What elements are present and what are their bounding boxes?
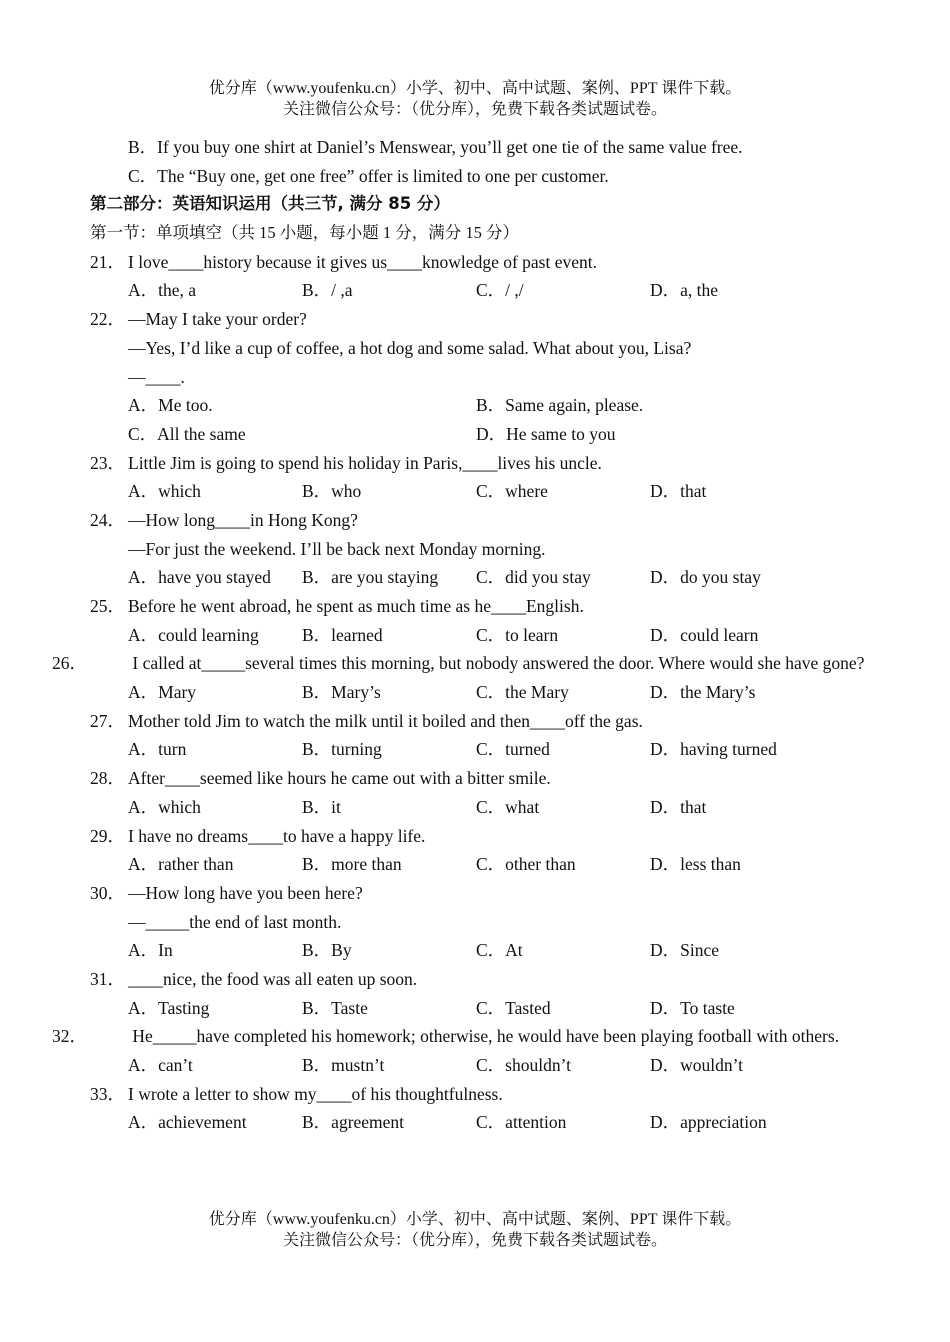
question-32 — [52, 1022, 865, 1051]
question-number: 21． — [90, 251, 125, 272]
question-29 — [90, 822, 865, 851]
option-a: A．which — [128, 481, 201, 502]
dialogue-line: —_____the end of last month. — [128, 911, 342, 932]
header-line-2: 关注微信公众号：（优分库），免费下载各类试题试卷。 — [282, 101, 667, 118]
section-2-title: 第二部分：英语知识运用（共三节, 满分 85 分） — [90, 194, 450, 214]
option-a: A．Mary — [128, 682, 197, 703]
option-a: A．have you stayed — [128, 567, 271, 588]
option-d: D．that — [650, 796, 707, 817]
question-stem: Before he went abroad, he spent as much time as he____English. — [128, 596, 584, 616]
question-29-options — [90, 850, 865, 879]
header-line-1: 优分库（www.youfenku.cn）小学、初中、高中试题、案例、PPT 课件下载。 — [208, 80, 742, 97]
question-25-options — [90, 621, 865, 650]
option-a: A．Me too. — [128, 395, 213, 416]
option-c: C．Tasted — [476, 997, 551, 1018]
option-d: D．a, the — [650, 280, 719, 301]
option-b: B．Same again, please. — [476, 395, 644, 416]
option-b: B．Mary’s — [302, 682, 381, 703]
question-stem: After____seemed like hours he came out with a bitter smile. — [128, 768, 551, 789]
question-31 — [90, 965, 865, 994]
question-33 — [90, 1080, 865, 1109]
question-number: 33． — [90, 1083, 125, 1104]
question-stem: I called at_____several times this morning, but nobody answered the door. Where would she have gone? — [128, 653, 865, 674]
option-b: B．turning — [302, 739, 382, 760]
option-b: B．Taste — [302, 997, 368, 1018]
footer-line-2: 关注微信公众号：（优分库），免费下载各类试题试卷。 — [282, 1232, 667, 1249]
question-23 — [90, 449, 865, 478]
question-stem: I love____history because it gives us____knowledge of past event. — [128, 251, 597, 272]
question-number: 26． — [52, 653, 87, 674]
option-d: D．that — [650, 481, 707, 502]
question-22 — [90, 305, 865, 334]
option-c: C．the Mary — [476, 682, 569, 703]
option-c: C．turned — [476, 739, 550, 760]
question-stem: Mother told Jim to watch the milk until it boiled and then____off the gas. — [128, 710, 643, 731]
option-d: D．less than — [650, 854, 741, 875]
option-a: A．turn — [128, 739, 187, 760]
option-c: C．attention — [476, 1112, 567, 1133]
option-b: B．more than — [302, 854, 402, 875]
option-a: A．which — [128, 796, 201, 817]
question-24-options — [90, 563, 865, 592]
question-33-options — [90, 1108, 865, 1137]
question-24 — [90, 506, 865, 535]
option-b: B．it — [302, 796, 341, 817]
option-b: B．By — [302, 940, 352, 961]
option-d: D．He same to you — [476, 423, 616, 444]
option-b: B．mustn’t — [302, 1055, 385, 1076]
question-21 — [90, 248, 865, 277]
question-number: 27． — [90, 710, 125, 731]
option-d: D．wouldn’t — [650, 1055, 744, 1076]
option-d: D．To taste — [650, 997, 735, 1018]
option-b: B．agreement — [302, 1112, 405, 1133]
option-b: B．are you staying — [302, 567, 439, 588]
page-header — [0, 78, 950, 120]
option-d: D．the Mary’s — [650, 682, 756, 703]
question-stem: Little Jim is going to spend his holiday in Paris,____lives his uncle. — [128, 452, 602, 473]
option-a: A．could learning — [128, 624, 259, 645]
question-22-options-row-2 — [90, 420, 865, 449]
dialogue-line: —How long have you been here? — [128, 882, 363, 903]
question-25 — [90, 592, 865, 621]
option-d: D．Since — [650, 940, 720, 961]
option-c: C．did you stay — [476, 567, 591, 588]
option-c: C．where — [476, 481, 548, 502]
option-c: C．shouldn’t — [476, 1055, 571, 1076]
option-c: C．/ ,/ — [476, 280, 524, 301]
option-d: D．do you stay — [650, 567, 761, 588]
dialogue-line: —How long____in Hong Kong? — [128, 509, 358, 530]
exam-body — [52, 133, 865, 1137]
option-c: C．At — [476, 940, 523, 961]
question-number: 28． — [90, 768, 125, 789]
option-b: B．learned — [302, 624, 383, 645]
question-number: 22． — [90, 309, 125, 330]
question-number: 29． — [90, 825, 125, 846]
question-30-options — [90, 936, 865, 965]
section-1-title: 第一节：单项填空（共 15 小题，每小题 1 分，满分 15 分） — [90, 223, 519, 243]
question-stem: I wrote a letter to show my____of his thoughtfulness. — [128, 1083, 503, 1104]
question-21-options — [90, 276, 865, 305]
question-stem: He_____have completed his homework; otherwise, he would have been playing football with others. — [128, 1026, 840, 1047]
question-number: 30． — [90, 882, 125, 903]
option-a: A．achievement — [128, 1112, 247, 1133]
option-a: A．In — [128, 940, 173, 961]
question-26 — [52, 649, 865, 678]
question-27-options — [90, 735, 865, 764]
question-28 — [90, 764, 865, 793]
option-a: A．can’t — [128, 1055, 193, 1076]
question-32-options — [90, 1051, 865, 1080]
option-a: A．rather than — [128, 854, 234, 875]
option-d: D．having turned — [650, 739, 777, 760]
footer-line-1: 优分库（www.youfenku.cn）小学、初中、高中试题、案例、PPT 课件下载。 — [208, 1211, 742, 1228]
option-a: A．the, a — [128, 280, 197, 301]
option-d: D．could learn — [650, 624, 759, 645]
carryover-option-b: B．If you buy one shirt at Daniel’s Menswear, you’ll get one tie of the same value free. — [128, 137, 743, 157]
option-b: B．/ ,a — [302, 280, 353, 301]
question-number: 25． — [90, 596, 125, 616]
dialogue-line: —____. — [128, 366, 185, 387]
question-number: 31． — [90, 968, 125, 989]
option-b: B．who — [302, 481, 362, 502]
dialogue-line: —May I take your order? — [128, 309, 307, 330]
option-c: C．to learn — [476, 624, 559, 645]
question-30 — [90, 879, 865, 908]
page-footer — [0, 1209, 950, 1251]
option-d: D．appreciation — [650, 1112, 767, 1133]
question-26-options — [90, 678, 865, 707]
dialogue-line: —Yes, I’d like a cup of coffee, a hot dog and some salad. What about you, Lisa? — [128, 337, 692, 358]
question-31-options — [90, 994, 865, 1023]
question-27 — [90, 707, 865, 736]
question-28-options — [90, 793, 865, 822]
option-c: C．what — [476, 796, 540, 817]
question-number: 32． — [52, 1026, 87, 1047]
question-number: 24． — [90, 509, 125, 530]
question-stem: I have no dreams____to have a happy life. — [128, 825, 426, 846]
option-c: C．All the same — [128, 423, 246, 444]
option-c: C．other than — [476, 854, 576, 875]
question-stem: ____nice, the food was all eaten up soon. — [128, 968, 418, 989]
carryover-option-c: C．The “Buy one, get one free” offer is limited to one per customer. — [128, 165, 609, 186]
question-number: 23． — [90, 452, 125, 473]
question-23-options — [90, 477, 865, 506]
dialogue-line: —For just the weekend. I’ll be back next Monday morning. — [128, 538, 546, 559]
question-22-options-row-1 — [90, 391, 865, 420]
option-a: A．Tasting — [128, 997, 210, 1018]
